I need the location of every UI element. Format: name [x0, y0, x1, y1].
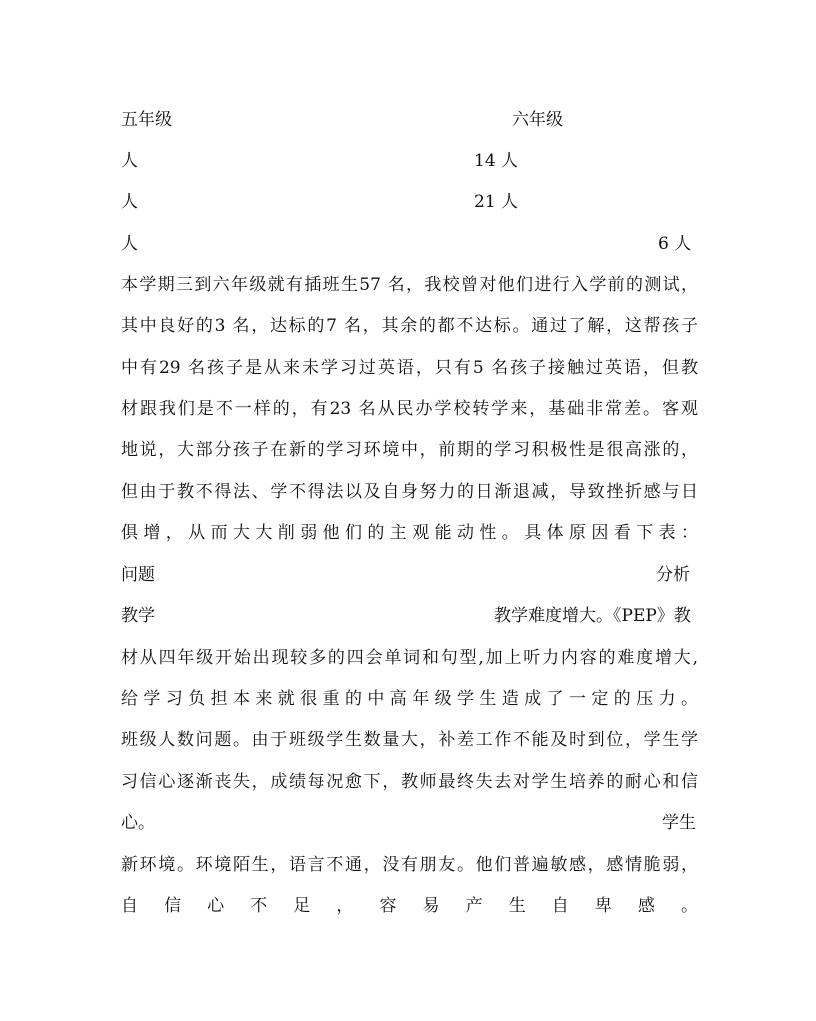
grade-row-2-right: 21 人	[474, 192, 519, 212]
row-teaching-lead: 教学难度增大。《PEP》教	[494, 606, 691, 626]
table-header-analysis: 分析	[656, 565, 690, 585]
row-student-tail: 心。	[121, 813, 155, 833]
paragraph1-line: 地说，大部分孩子在新的学习环境中，前期的学习积极性是很高涨的，	[121, 440, 698, 460]
paragraph1-line: 中有29 名孩子是从来未学习过英语，只有5 名孩子接触过英语，但教	[121, 358, 698, 378]
grade-row-3-left: 人	[121, 234, 138, 254]
paragraph2-line: 班级人数问题。由于班级学生数量大，补差工作不能及时到位，学生学	[121, 730, 698, 750]
paragraph3-line: 新环境。环境陌生，语言不通，没有朋友。他们普遍敏感，感情脆弱，	[121, 855, 698, 875]
row-student-label: 学生	[662, 813, 696, 833]
grade5-label: 五年级	[121, 110, 172, 130]
table-header-problem: 问题	[121, 565, 155, 585]
grade6-label: 六年级	[512, 110, 563, 130]
grade-row-1-right: 14 人	[474, 151, 519, 171]
paragraph2-line: 给学习负担本来就很重的中高年级学生造成了一定的压力。	[121, 689, 698, 709]
grade-row-3-right: 6 人	[658, 234, 692, 254]
paragraph3-line: 自信心不足，容易产生自卑感。	[121, 896, 698, 916]
paragraph1-line: 材跟我们是不一样的，有23 名从民办学校转学来，基础非常差。客观	[121, 399, 698, 419]
grade-row-1-left: 人	[121, 151, 138, 171]
paragraph2-line: 材从四年级开始出现较多的四会单词和句型,加上听力内容的难度增大,	[121, 648, 698, 668]
paragraph1-line: 俱增，从而大大削弱他们的主观能动性。具体原因看下表：	[121, 523, 698, 543]
paragraph2-line: 习信心逐渐丧失，成绩每况愈下，教师最终失去对学生培养的耐心和信	[121, 772, 698, 792]
paragraph1-line: 本学期三到六年级就有插班生57 名，我校曾对他们进行入学前的测试，	[121, 275, 698, 295]
row-teaching-label: 教学	[121, 606, 155, 626]
grade-row-2-left: 人	[121, 192, 138, 212]
paragraph1-line: 其中良好的3 名，达标的7 名，其余的都不达标。通过了解，这帮孩子	[121, 316, 698, 336]
paragraph1-line: 但由于教不得法、学不得法以及自身努力的日渐退减，导致挫折感与日	[121, 482, 698, 502]
